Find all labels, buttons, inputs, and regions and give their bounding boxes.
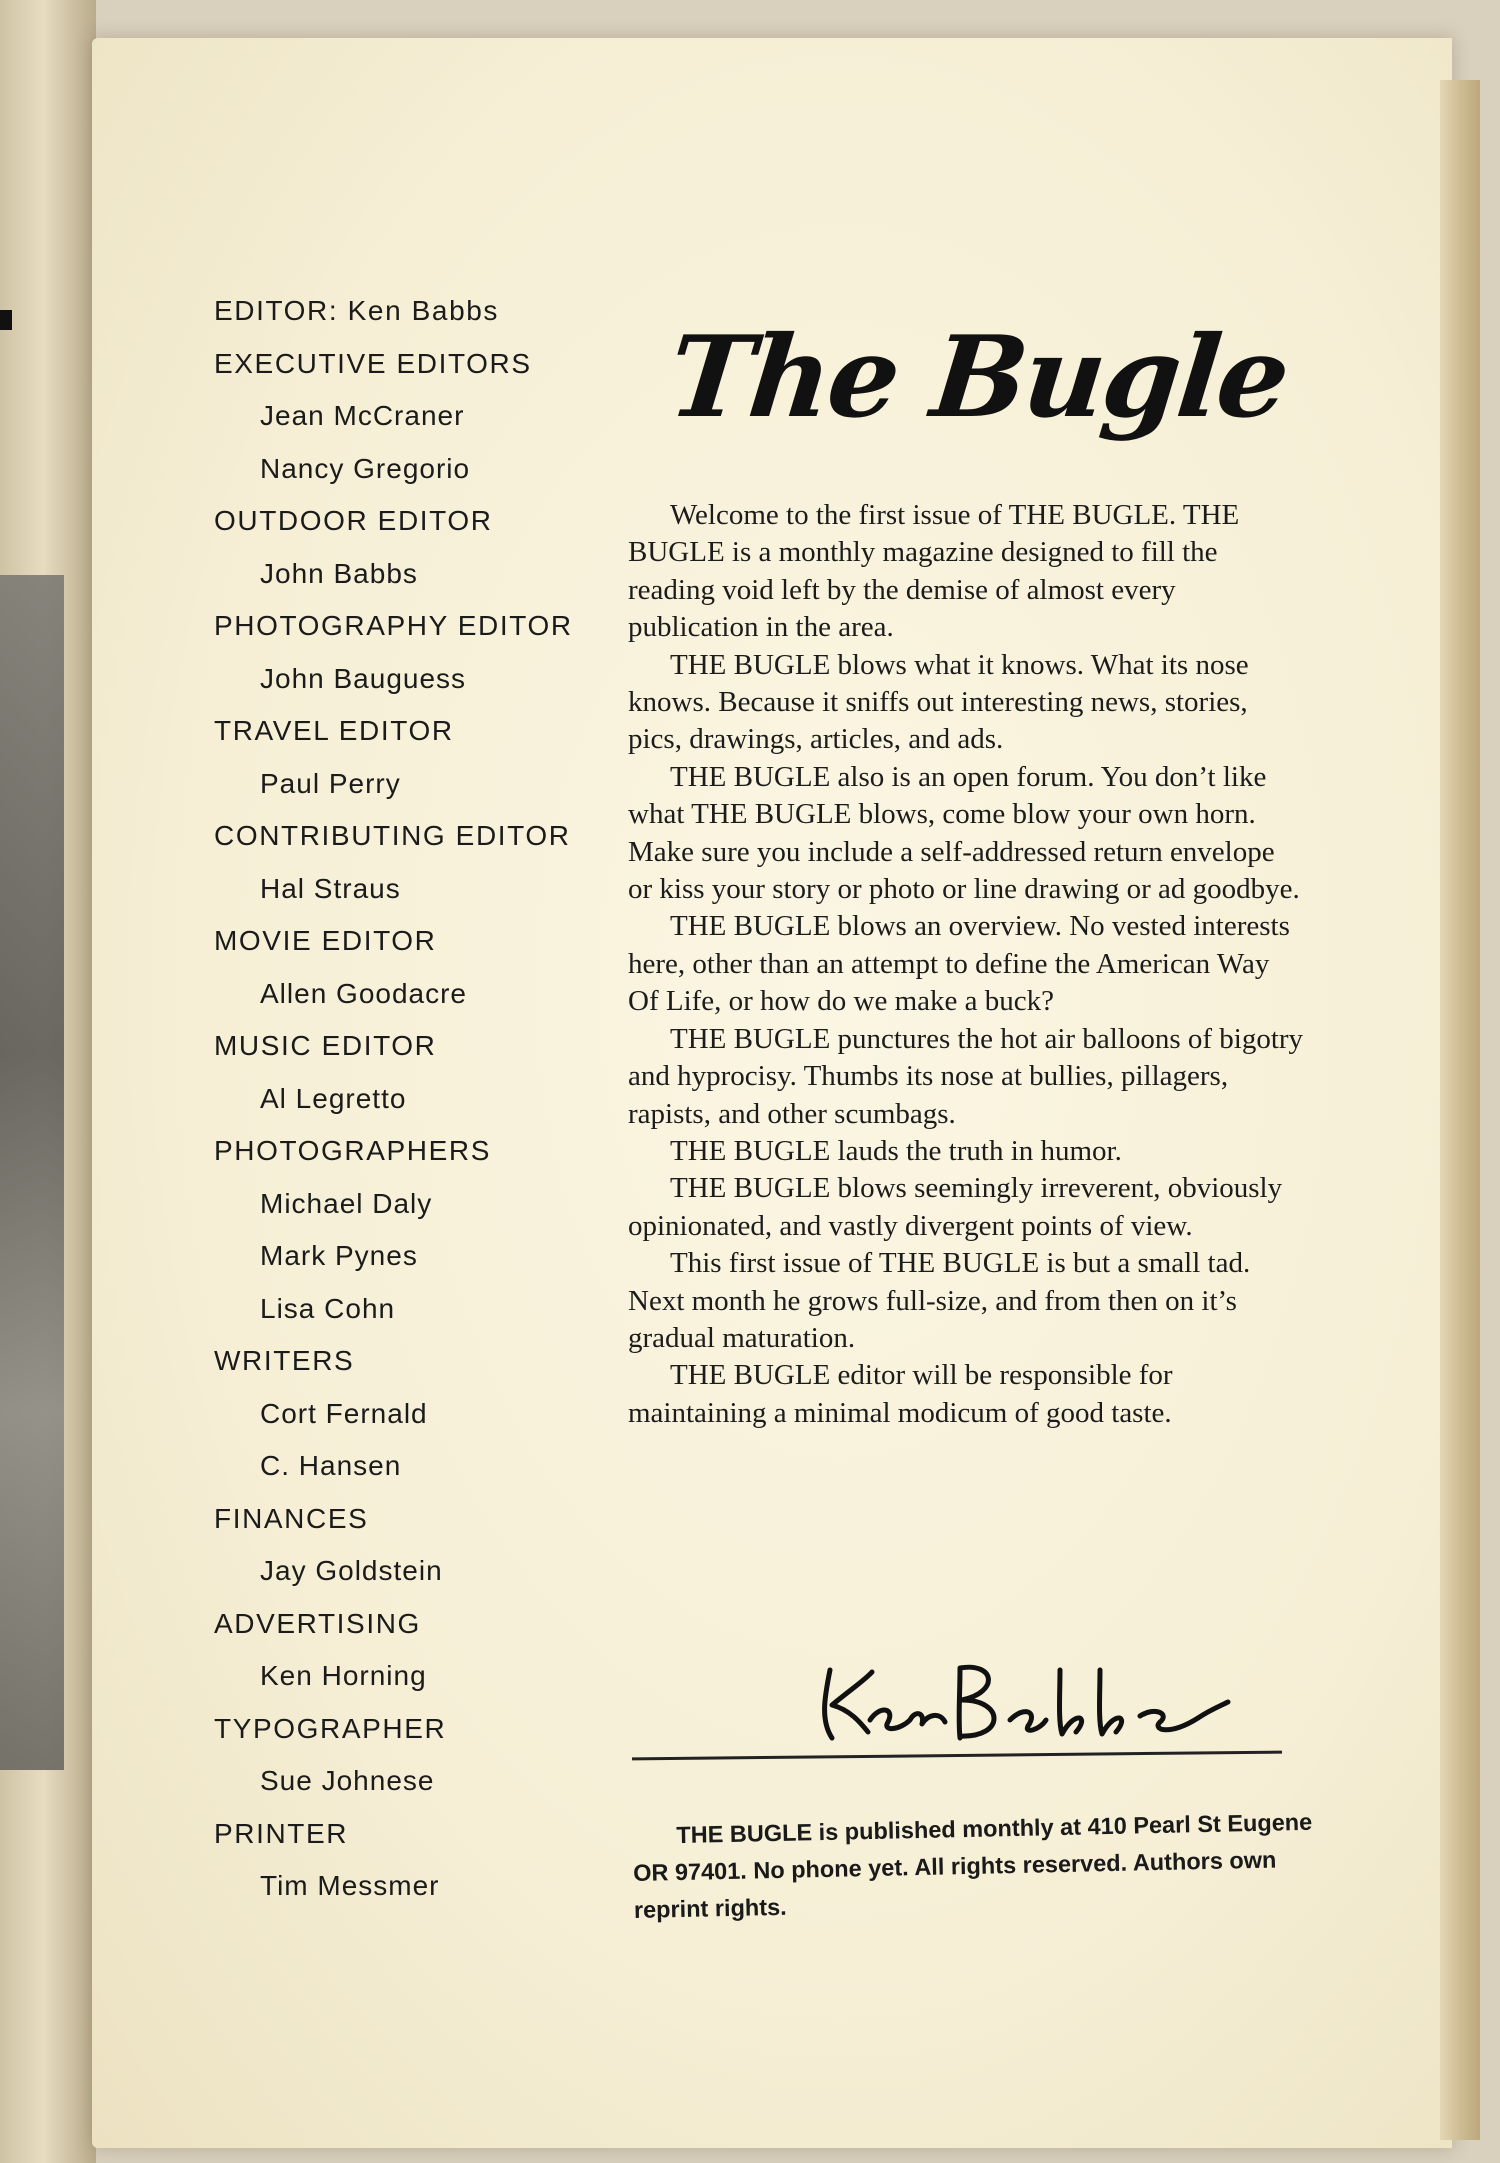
editorial-paragraph: THE BUGLE blows what it knows. What its nose knows. Because it sniffs out interesting news, stories, pics, drawings, articles, and ads. [628, 648, 1249, 756]
masthead-role: PHOTOGRAPHY EDITOR [214, 610, 573, 641]
masthead-role: EDITOR: Ken Babbs [214, 295, 500, 326]
masthead-name: Tim Messmer [260, 1870, 440, 1901]
masthead-name: Lisa Cohn [260, 1292, 396, 1324]
masthead-name: Sue Johnese [260, 1765, 435, 1796]
masthead-role: MOVIE EDITOR [214, 925, 437, 956]
masthead-role: TRAVEL EDITOR [214, 715, 454, 746]
masthead-role: OUTDOOR EDITOR [214, 505, 493, 536]
editorial-paragraph: THE BUGLE also is an open forum. You don’t like what THE BUGLE blows, come blow your own horn. Make sure you include a self-addressed return envelope or kiss your story or photo or line drawing or ad goodbye. [628, 760, 1300, 906]
editor-signature [810, 1650, 1240, 1750]
masthead-name: Paul Perry [260, 767, 401, 799]
masthead-name: Jay Goldstein [260, 1555, 443, 1586]
masthead-role: CONTRIBUTING EDITOR [214, 820, 571, 851]
masthead-name: John Babbs [260, 557, 418, 589]
masthead-role: MUSIC EDITOR [214, 1030, 437, 1061]
facing-page-photo [0, 575, 64, 1770]
masthead-name: Ken Horning [260, 1660, 427, 1691]
welcome-editorial [628, 497, 1304, 1432]
masthead-name: C. Hansen [260, 1450, 402, 1481]
masthead-name: Hal Straus [260, 872, 401, 904]
editorial-paragraph: THE BUGLE editor will be responsible for maintaining a minimal modicum of good taste. [628, 1359, 1173, 1429]
editorial-paragraph: Welcome to the first issue of THE BUGLE. THE BUGLE is a monthly magazine designed to fill the reading void left by the demise of almost every publication in the area. [628, 499, 1240, 644]
editorial-paragraph: THE BUGLE lauds the truth in humor. [670, 1134, 1122, 1167]
masthead-name: Cort Fernald [260, 1397, 428, 1429]
publication-notice [632, 1803, 1334, 1929]
masthead-role: WRITERS [214, 1345, 355, 1376]
facing-page-mark [0, 310, 12, 330]
masthead-role: EXECUTIVE EDITORS [214, 347, 532, 379]
masthead-role: TYPOGRAPHER [214, 1712, 447, 1744]
masthead-name: Allen Goodacre [260, 977, 468, 1009]
masthead-name: Michael Daly [260, 1187, 433, 1219]
masthead-name: Jean McCraner [260, 400, 465, 431]
masthead-name: Mark Pynes [260, 1240, 418, 1271]
masthead-name: Al Legretto [260, 1082, 407, 1114]
masthead-name: John Bauguess [260, 662, 467, 694]
page-edge [1440, 80, 1480, 2140]
masthead-role: PRINTER [214, 1817, 349, 1849]
masthead-role: PHOTOGRAPHERS [214, 1135, 491, 1166]
bugle-logo-text: The Bugle [662, 312, 1293, 443]
masthead-role: FINANCES [214, 1502, 369, 1534]
editorial-paragraph: THE BUGLE punctures the hot air balloons of bigotry and hyprocisy. Thumbs its nose at bullies, pillagers, rapists, and other scumbags. [628, 1022, 1304, 1130]
editorial-paragraph: THE BUGLE blows seemingly irreverent, obviously opinionated, and vastly divergent points of view. [628, 1172, 1283, 1242]
editorial-paragraph: This first issue of THE BUGLE is but a small tad. Next month he grows full-size, and from then on it’s gradual maturation. [628, 1247, 1251, 1354]
masthead-name: Nancy Gregorio [260, 452, 471, 484]
bugle-logo [662, 298, 1293, 448]
masthead-list [214, 285, 634, 1913]
masthead-role: ADVERTISING [214, 1607, 421, 1639]
editorial-paragraph: THE BUGLE blows an overview. No vested interests here, other than an attempt to define the American Way Of Life, or how do we make a buck? [628, 910, 1290, 1018]
publication-notice-text: THE BUGLE is published monthly at 410 Pearl St Eugene OR 97401. No phone yet. All rights reserved. Authors own reprint rights. [632, 1808, 1313, 1923]
